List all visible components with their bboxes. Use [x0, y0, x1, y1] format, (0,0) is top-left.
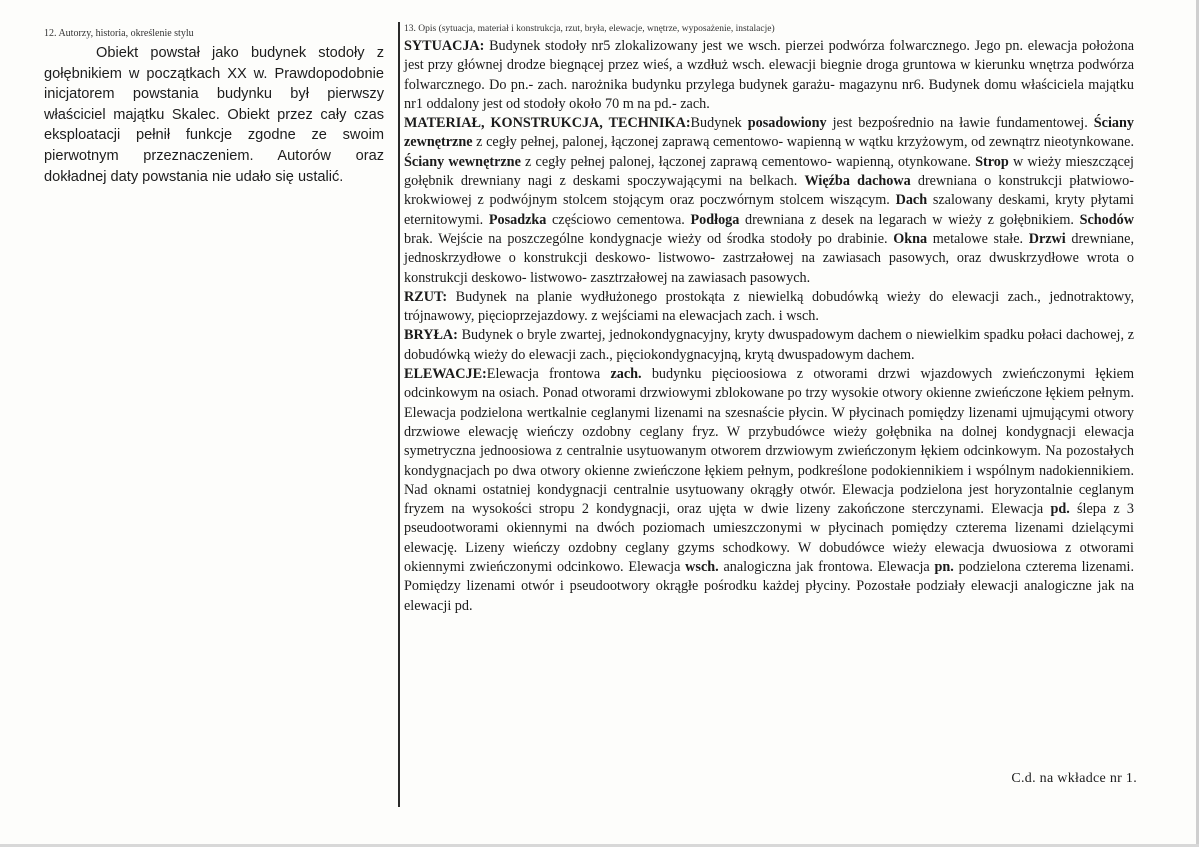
left-column — [44, 28, 384, 187]
bold-term: Więźba dachowa — [804, 173, 911, 190]
section-13-body — [404, 37, 1134, 616]
section-13-heading: 13. Opis (sytuacja, materiał i konstrukcja, rzut, bryła, elewacje, wnętrze, wyposażenie, instalacje) — [404, 24, 775, 34]
text-run: drewniane, jednoskrzydłowe o konstrukcji deskowo- listwowo- zastrzałowej na zawiasach pasowych, oraz dwuskrzydłowe wrota o konstrukcji deskowo- listwowo- zasztrzałowej na zawiasach pasowych. — [404, 230, 1134, 286]
text-run: z cegły pełnej palonej, łączonej zaprawą cementowo- wapienną, otynkowane. — [520, 153, 976, 170]
bold-term: Strop — [975, 153, 1009, 170]
section-12-body: Obiekt powstał jako budynek stodoły z gołębnikiem w początkach XX w. Prawdopodobnie inicjatorem powstania budynku był pierwszy właściciel majątku Skalec. Obiekt przez cały czas eksploatacji pełnił funkcje zgodne ze swoim pierwotnym przeznaczeniem. Autorów oraz dokładnej daty powstania nie udało się ustalić. — [44, 45, 384, 185]
text-run: jest bezpośrednio na ławie fundamentowej. — [826, 115, 1094, 132]
bold-term: zach. — [610, 366, 642, 383]
text-run: Elewacja frontowa — [486, 366, 611, 383]
text-run: w wieży mieszczącej gołębnik drewniany nagi z deskami spoczywającymi na belkach. — [404, 153, 1134, 190]
bold-term: Drzwi — [1028, 230, 1066, 247]
right-column — [404, 24, 1134, 616]
bold-term: pd. — [1050, 501, 1070, 518]
text-run: analogiczna jak frontowa. Elewacja — [718, 559, 935, 576]
bold-term: posadowiony — [747, 115, 827, 132]
text-run: częściowo cementowa. — [546, 211, 691, 228]
bold-term: RZUT: — [404, 288, 448, 305]
text-run: podzielona czterema lizenami. Pomiędzy lizenami otwór i pseudootwory okrągłe pośrodku każdej płyciny. Pozostałe podziały elewacji analogiczne jak na elewacji pd. — [404, 559, 1134, 614]
text-run: metalowe stałe. — [927, 230, 1029, 247]
bold-term: MATERIAŁ, KONSTRUKCJA, TECHNIKA: — [404, 115, 691, 132]
section-12-heading: 12. Autorzy, historia, określenie stylu — [44, 28, 194, 39]
bold-term: Dach — [895, 192, 928, 209]
bold-term: Posadzka — [488, 211, 547, 228]
bold-term: ELEWACJE: — [404, 366, 487, 383]
bold-term: Ściany wewnętrzne — [404, 153, 521, 170]
text-run: z cegły pełnej, palonej, łączonej zaprawą cementowo- wapienną w wątku krzyżowym, od zewnątrz nieotynkowane. — [472, 134, 1134, 151]
bold-term: SYTUACJA: — [404, 38, 485, 54]
bold-term: pn. — [934, 559, 954, 576]
situation-paragraph — [404, 37, 1134, 114]
continuation-note: C.d. na wkładce nr 1. — [1011, 771, 1137, 786]
text-run: Budynek na planie wydłużonego prostokąta z niewielką dobudówką wieży do elewacji zach., jednotraktowy, trójnawowy, pięcioprzejazdowy. z wejściami na elewacjach zach. i wsch. — [404, 288, 1134, 325]
text-run: ślepa z 3 pseudootworami okiennymi na dwóch poziomach umieszczonymi w płycinach pomiędzy czterema lizenami dzielącymi elewację. Lizeny wieńczy ozdobny ceglany gzyms schodkowy. W dobudówce wieży elewacja dwuosiowa z otworami okiennymi zwieńczonymi odcinkowo. Elewacja — [404, 501, 1134, 576]
plan-paragraph — [404, 288, 1134, 327]
bold-term: Okna — [893, 230, 928, 247]
form-paragraph — [404, 326, 1134, 365]
text-run: Budynek — [690, 115, 748, 132]
bold-term: BRYŁA: — [404, 327, 458, 344]
bold-term: Ściany zewnętrzne — [404, 115, 1134, 151]
bold-term: wsch. — [685, 559, 719, 576]
bold-term: Schodów — [1079, 211, 1134, 228]
bold-term: Podłoga — [690, 211, 740, 228]
text-run: Budynek o bryle zwartej, jednokondygnacyjny, kryty dwuspadowym dachem o niewielkim spadku połaci dachowej, z dobudówką wieży do elewacji zach., pięciokondygnacyjną, krytą dwuspadowym dachem. — [404, 327, 1134, 363]
material-paragraph — [404, 114, 1134, 288]
column-divider — [398, 22, 400, 807]
text-run: brak. Wejście na poszczególne kondygnacje wieży od środka stodoły po drabinie. — [404, 230, 894, 247]
text-run: Budynek stodoły nr5 zlokalizowany jest we wsch. pierzei podwórza folwarcznego. Jego pn. elewacja położona jest przy głównej drodze biegnącej przez wieś, a wzdłuż wsch. elewacji biegnie droga gruntowa w kierunku wnętrza podwórza folwarcznego. Do pn.- zach. narożnika budynku przylega budynek garażu- magazynu nr6. Budynek domu właściciela majątku nr1 oddalony jest od stodoły około 70 m na pd.- zach. — [404, 38, 1134, 112]
text-run: budynku pięcioosiowa z otworami drzwi wjazdowych zwieńczonymi łękiem odcinkowym na osiach. Ponad otworami drzwiowymi zblokowane po trzy wysokie otwory okienne zwieńczone łękiem pełnym. Elewacja podzielona wertkalnie ceglanymi lizenami na szesnaście płycin. W płycinach pomiędzy lizenami ujmującymi otwory drzwiowe elewację wieńczy ozdobny ceglany fryz. W przybudówce wieży gołębnika na dolnej kondygnacji elewacja symetryczna jednoosiowa z centralnie usytuowanym otworem drzwiowym zwieńczonym łękiem odcinkowym. Na pozostałych kondygnacjach po dwa otwory okienne zwieńczone łękiem pełnym, podkreślone podokiennikiem i wspólnym nadokiennikiem. Nad oknami ostatniej kondygnacji centralnie usytuowany okrągły otwór. Elewacja podzielona jest horyzontalnie ceglanym fryzem na wysokości stropu 2 kondygnacji, oraz ujęta w dwie lizeny zakończone sterczynami. Elewacja — [404, 366, 1134, 518]
text-run: szalowany deskami, kryty płytami eternitowymi. — [404, 192, 1134, 228]
text-run: drewniana z desek na legarach w wieży z gołębnikiem. — [739, 211, 1080, 228]
elevations-paragraph — [404, 365, 1134, 616]
text-run: drewniana o konstrukcji płatwiowo- krokwiowej z podwójnym stolcem stojącym oraz poczwórnym stolcem wiszącym. — [404, 173, 1135, 209]
